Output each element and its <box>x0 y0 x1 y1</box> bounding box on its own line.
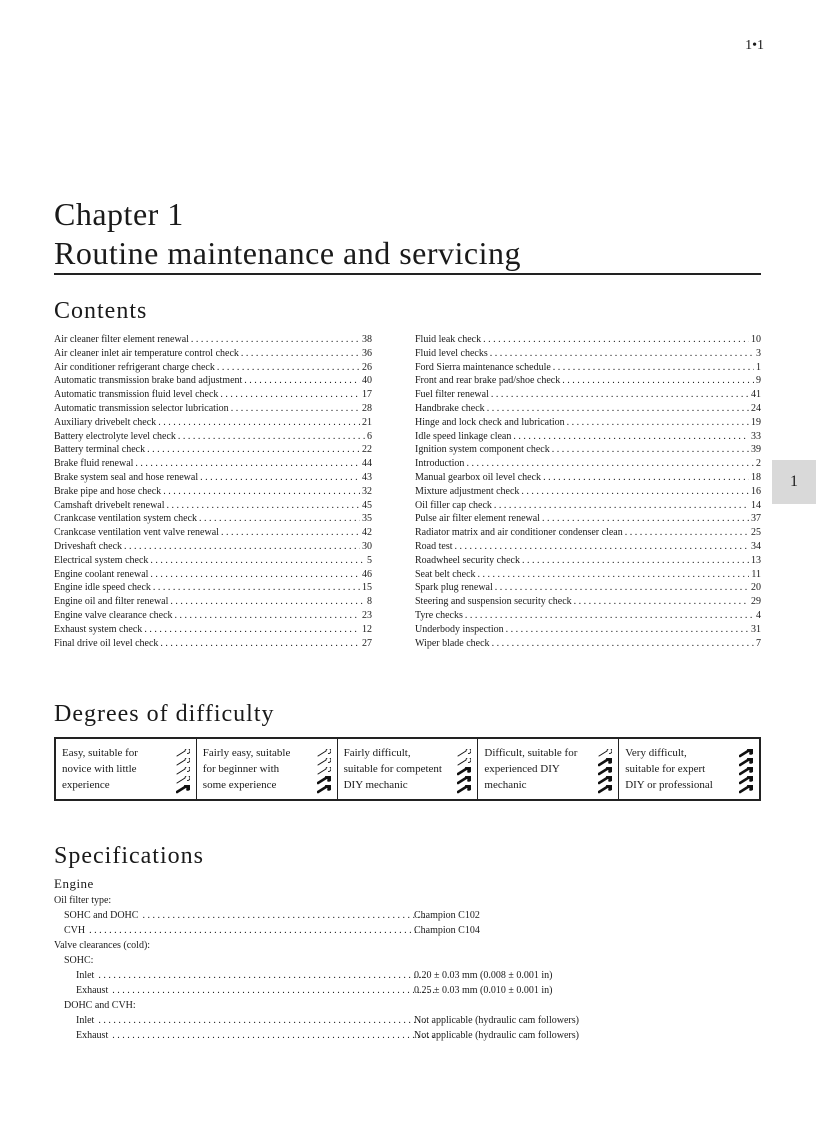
contents-entry <box>415 595 761 609</box>
difficulty-level-5 <box>618 739 759 799</box>
contents-entry <box>54 554 372 568</box>
dot-leader <box>543 471 749 485</box>
contents-entry <box>415 568 761 582</box>
contents-entry-label: Mixture adjustment check <box>415 485 520 497</box>
dot-leader <box>494 499 749 513</box>
dot-leader <box>522 554 749 568</box>
dot-leader <box>153 581 360 595</box>
dot-leader <box>492 637 754 651</box>
difficulty-description <box>203 745 315 793</box>
contents-entry-page: 45 <box>362 499 372 511</box>
contents-entry-label: Seat belt check <box>415 568 476 580</box>
contents-entry-page: 29 <box>751 596 761 608</box>
contents-entry-label: Brake fluid renewal <box>54 458 134 470</box>
contents-entry-page: 46 <box>362 568 372 580</box>
difficulty-description-line: Fairly difficult, <box>343 747 411 759</box>
spec-label-wrap <box>54 968 436 983</box>
contents-entry <box>415 361 761 375</box>
contents-entry-page: 28 <box>362 402 372 414</box>
difficulty-description-line: Difficult, suitable for <box>484 747 578 759</box>
difficulty-description <box>484 745 596 793</box>
contents-entry <box>415 554 761 568</box>
dot-leader <box>124 540 360 554</box>
contents-entry-page: 5 <box>367 554 372 566</box>
contents-entry-label: Fluid level checks <box>415 347 488 359</box>
contents-entry-label: Air cleaner inlet air temperature control check <box>54 347 239 359</box>
contents-entry <box>54 540 372 554</box>
contents-entry-page: 8 <box>367 596 372 608</box>
spec-row <box>54 953 654 968</box>
contents-heading: Contents <box>54 298 148 324</box>
dot-leader <box>89 923 424 938</box>
contents-entry-page: 39 <box>751 444 761 456</box>
dot-leader <box>483 333 749 347</box>
contents-entry-page: 27 <box>362 637 372 649</box>
spec-label: Exhaust <box>76 1030 109 1041</box>
contents-entry-label: Brake pipe and hose check <box>54 485 162 497</box>
spanner-icon <box>176 783 190 792</box>
contents-entry-page: 33 <box>751 430 761 442</box>
dot-leader <box>150 554 365 568</box>
contents-entry-page: 44 <box>362 458 372 470</box>
contents-entry-label: Engine oil and filter renewal <box>54 596 169 608</box>
contents-entry-page: 25 <box>751 527 761 539</box>
spec-label-wrap <box>54 983 436 998</box>
contents-entry-page: 35 <box>362 513 372 525</box>
spec-label-wrap <box>54 938 414 953</box>
spec-label: Exhaust <box>76 985 109 996</box>
contents-entry-page: 24 <box>751 402 761 414</box>
spec-label: SOHC: <box>64 955 94 966</box>
contents-entry-label: Ford Sierra maintenance schedule <box>415 361 551 373</box>
spanner-icon <box>317 756 331 765</box>
spanner-rating-icons <box>596 747 614 791</box>
spanner-icon <box>457 756 471 765</box>
difficulty-description-line: for beginner with <box>202 763 280 775</box>
contents-entry-label: Automatic transmission fluid level check <box>54 389 219 401</box>
contents-entry-label: Air cleaner filter element renewal <box>54 334 189 345</box>
contents-right-column <box>415 333 761 650</box>
contents-entry-page: 12 <box>362 623 372 635</box>
dot-leader <box>490 347 754 361</box>
contents-entry-page: 22 <box>362 444 372 456</box>
contents-entry-page: 13 <box>751 554 761 566</box>
contents-entry-label: Auxiliary drivebelt check <box>54 416 157 428</box>
contents-entry-page: 42 <box>362 527 372 539</box>
contents-entry-page: 3 <box>756 347 761 359</box>
contents-entry-page: 20 <box>751 582 761 594</box>
dot-leader <box>98 1013 436 1028</box>
contents-entry <box>54 568 372 582</box>
dot-leader <box>552 443 749 457</box>
dot-leader <box>455 540 750 554</box>
contents-entry-page: 43 <box>362 471 372 483</box>
difficulty-description <box>625 745 737 793</box>
contents-entry <box>54 637 372 651</box>
spec-row <box>54 1013 654 1028</box>
contents-entry-label: Roadwheel security check <box>415 554 520 566</box>
spec-label-wrap <box>54 998 424 1013</box>
spanner-icon <box>176 747 190 756</box>
specifications-heading: Specifications <box>54 843 204 869</box>
contents-entry <box>415 581 761 595</box>
contents-entry-page: 18 <box>751 471 761 483</box>
contents-entry-page: 14 <box>751 499 761 511</box>
spanner-icon <box>598 747 612 756</box>
contents-entry-page: 9 <box>756 375 761 387</box>
spec-row <box>54 908 654 923</box>
spec-label: Valve clearances (cold): <box>54 940 151 951</box>
dot-leader <box>625 526 749 540</box>
dot-leader <box>178 430 365 444</box>
contents-entry <box>54 623 372 637</box>
contents-entry-label: Fuel filter renewal <box>415 389 489 401</box>
contents-entry <box>415 430 761 444</box>
contents-entry-page: 7 <box>756 637 761 649</box>
spanner-icon <box>457 765 471 774</box>
difficulty-description-line: suitable for expert <box>625 763 706 775</box>
contents-entry-page: 36 <box>362 347 372 359</box>
contents-entry <box>54 347 372 361</box>
contents-entry-label: Pulse air filter element renewal <box>415 513 540 525</box>
dot-leader <box>487 402 749 416</box>
dot-leader <box>170 595 365 609</box>
spec-label-wrap <box>54 1013 436 1028</box>
dot-leader <box>521 485 749 499</box>
dot-leader <box>231 402 360 416</box>
chapter-side-tab: 1 <box>772 460 816 504</box>
contents-entry <box>54 595 372 609</box>
contents-entry-label: Front and rear brake pad/shoe check <box>415 375 561 387</box>
contents-entry-label: Exhaust system check <box>54 623 143 635</box>
dot-leader <box>513 430 749 444</box>
contents-entry <box>415 623 761 637</box>
contents-entry <box>54 430 372 444</box>
difficulty-description-line: mechanic <box>484 779 527 791</box>
dot-leader <box>567 416 749 430</box>
spanner-icon <box>457 774 471 783</box>
difficulty-description-line: experience <box>62 779 110 791</box>
dot-leader <box>542 512 749 526</box>
contents-entry <box>415 347 761 361</box>
difficulty-description-line: novice with little <box>62 763 137 775</box>
contents-entry <box>415 388 761 402</box>
difficulty-heading: Degrees of difficulty <box>54 701 275 727</box>
contents-entry <box>415 485 761 499</box>
contents-entry <box>415 540 761 554</box>
dot-leader <box>160 637 360 651</box>
difficulty-description-line: suitable for competent <box>343 763 442 775</box>
spanner-rating-icons <box>315 747 333 791</box>
contents-entry-page: 34 <box>751 540 761 552</box>
spanner-icon <box>317 765 331 774</box>
contents-entry-page: 6 <box>367 430 372 442</box>
dot-leader <box>495 581 749 595</box>
dot-leader <box>191 333 360 347</box>
spanner-icon <box>598 756 612 765</box>
dot-leader <box>217 361 360 375</box>
contents-entry-label: Air conditioner refrigerant charge check <box>54 361 215 373</box>
specifications-subheading: Engine <box>54 876 94 891</box>
contents-entry-label: Steering and suspension security check <box>415 596 572 608</box>
title-rule <box>54 273 761 275</box>
contents-entry <box>415 512 761 526</box>
contents-entry-label: Fluid leak check <box>415 334 482 345</box>
dot-leader <box>163 485 360 499</box>
contents-entry <box>54 361 372 375</box>
difficulty-description <box>62 745 174 793</box>
page-number: 1•1 <box>745 38 764 53</box>
contents-entry-page: 10 <box>751 334 761 345</box>
contents-entry-page: 11 <box>751 568 761 580</box>
contents-entry <box>54 388 372 402</box>
difficulty-level-3 <box>337 739 478 799</box>
spec-label: SOHC and DOHC <box>64 910 139 921</box>
contents-entry-page: 21 <box>362 416 372 428</box>
contents-entry-label: Introduction <box>415 458 465 470</box>
contents-entry <box>54 581 372 595</box>
spec-row <box>54 938 654 953</box>
contents-entry <box>54 374 372 388</box>
contents-entry-label: Crankcase ventilation vent valve renewal <box>54 527 219 539</box>
dot-leader <box>142 908 424 923</box>
contents-entry-page: 23 <box>362 609 372 621</box>
dot-leader <box>175 609 360 623</box>
difficulty-description <box>344 745 456 793</box>
difficulty-description-line: Fairly easy, suitable <box>202 747 291 759</box>
spec-row <box>54 893 654 908</box>
spanner-icon <box>739 783 753 792</box>
dot-leader <box>466 457 754 471</box>
contents-entry-label: Engine valve clearance check <box>54 609 173 621</box>
spec-row <box>54 968 654 983</box>
specifications-list <box>54 893 654 1043</box>
spanner-icon <box>739 756 753 765</box>
spanner-icon <box>317 783 331 792</box>
spec-label: DOHC and CVH: <box>64 1000 136 1011</box>
contents-entry-label: Tyre checks <box>415 609 463 621</box>
contents-entry <box>415 374 761 388</box>
contents-entry <box>415 443 761 457</box>
dot-leader <box>491 388 749 402</box>
dot-leader <box>220 388 360 402</box>
dot-leader <box>199 512 360 526</box>
contents-entry-page: 19 <box>751 416 761 428</box>
contents-entry-label: Wiper blade check <box>415 637 490 649</box>
contents-entry <box>415 637 761 651</box>
spec-label: Inlet <box>76 970 95 981</box>
contents-entry-label: Idle speed linkage clean <box>415 430 512 442</box>
contents-entry <box>415 526 761 540</box>
contents-entry-page: 15 <box>362 582 372 594</box>
difficulty-level-2 <box>196 739 337 799</box>
dot-leader <box>562 374 754 388</box>
spanner-icon <box>457 747 471 756</box>
spanner-icon <box>176 765 190 774</box>
contents-entry <box>415 416 761 430</box>
dot-leader <box>478 568 750 582</box>
spec-value: Not applicable (hydraulic cam followers) <box>414 1030 579 1041</box>
spanner-icon <box>317 774 331 783</box>
contents-entry-page: 32 <box>362 485 372 497</box>
contents-entry-label: Camshaft drivebelt renewal <box>54 499 165 511</box>
contents-entry-page: 40 <box>362 375 372 387</box>
contents-entry-label: Electrical system check <box>54 554 149 566</box>
dot-leader <box>244 374 360 388</box>
contents-entry-label: Crankcase ventilation system check <box>54 513 198 525</box>
spec-row <box>54 998 654 1013</box>
chapter-subject: Routine maintenance and servicing <box>54 235 522 271</box>
difficulty-description-line: some experience <box>202 779 277 791</box>
contents-entry-label: Battery electrolyte level check <box>54 430 176 442</box>
dot-leader <box>112 1028 436 1043</box>
spec-row <box>54 923 654 938</box>
spec-label-wrap <box>54 1028 436 1043</box>
contents-entry-label: Automatic transmission brake band adjustment <box>54 375 243 387</box>
contents-entry <box>54 471 372 485</box>
spec-label: Inlet <box>76 1015 95 1026</box>
contents-entry-page: 1 <box>756 361 761 373</box>
spec-label-wrap <box>54 893 414 908</box>
spanner-icon <box>598 774 612 783</box>
contents-entry-label: Driveshaft check <box>54 540 123 552</box>
contents-entry-page: 30 <box>362 540 372 552</box>
difficulty-description-line: Easy, suitable for <box>62 747 138 759</box>
spec-value: Not applicable (hydraulic cam followers) <box>414 1015 579 1026</box>
spanner-icon <box>739 774 753 783</box>
spanner-icon <box>457 783 471 792</box>
dot-leader <box>241 347 360 361</box>
contents-entry <box>54 609 372 623</box>
spanner-rating-icons <box>737 747 755 791</box>
contents-entry-label: Final drive oil level check <box>54 637 159 649</box>
contents-entry-label: Road test <box>415 540 453 552</box>
contents-entry <box>54 499 372 513</box>
spanner-rating-icons <box>455 747 473 791</box>
contents-entry-label: Ignition system component check <box>415 444 550 456</box>
contents-entry-label: Radiator matrix and air conditioner condenser clean <box>415 527 623 539</box>
spec-label: CVH <box>64 925 86 936</box>
spec-value: Champion C102 <box>414 910 480 921</box>
contents-entry <box>415 402 761 416</box>
contents-entry <box>415 609 761 623</box>
contents-entry <box>54 333 372 347</box>
spec-label-wrap <box>54 908 424 923</box>
difficulty-level-1 <box>56 739 196 799</box>
dot-leader <box>144 623 360 637</box>
dot-leader <box>221 526 360 540</box>
dot-leader <box>112 983 436 998</box>
contents-entry <box>54 402 372 416</box>
contents-entry-page: 31 <box>751 623 761 635</box>
difficulty-description-line: DIY mechanic <box>343 779 408 791</box>
contents-entry <box>54 443 372 457</box>
contents-entry-label: Engine idle speed check <box>54 582 151 594</box>
spanner-rating-icons <box>174 747 192 791</box>
contents-entry <box>54 485 372 499</box>
dot-leader <box>574 595 749 609</box>
difficulty-level-4 <box>477 739 618 799</box>
contents-entry <box>54 457 372 471</box>
dot-leader <box>158 416 360 430</box>
spec-value: 0.20 ± 0.03 mm (0.008 ± 0.001 in) <box>414 970 553 981</box>
contents-entry <box>415 457 761 471</box>
spanner-icon <box>176 774 190 783</box>
contents-entry-label: Manual gearbox oil level check <box>415 471 542 483</box>
contents-entry-label: Hinge and lock check and lubrication <box>415 416 565 428</box>
contents-entry-label: Battery terminal check <box>54 444 146 456</box>
contents-entry-label: Engine coolant renewal <box>54 568 149 580</box>
dot-leader <box>553 361 754 375</box>
contents-entry-label: Oil filler cap check <box>415 499 492 511</box>
contents-entry-label: Underbody inspection <box>415 623 504 635</box>
contents-left-column <box>54 333 372 650</box>
spanner-icon <box>317 747 331 756</box>
difficulty-table <box>54 737 761 801</box>
spec-row <box>54 983 654 998</box>
spanner-icon <box>739 765 753 774</box>
dot-leader <box>98 968 436 983</box>
spec-label-wrap <box>54 923 424 938</box>
contents-entry-page: 16 <box>751 485 761 497</box>
contents-entry <box>54 512 372 526</box>
contents-entry <box>54 526 372 540</box>
contents-entry <box>54 416 372 430</box>
spanner-icon <box>598 783 612 792</box>
difficulty-description-line: Very difficult, <box>625 747 687 759</box>
dot-leader <box>506 623 749 637</box>
dot-leader <box>135 457 360 471</box>
difficulty-description-line: experienced DIY <box>484 763 560 775</box>
dot-leader <box>200 471 360 485</box>
contents-entry-page: 38 <box>362 334 372 345</box>
spec-label: Oil filter type: <box>54 895 112 906</box>
spanner-icon <box>739 747 753 756</box>
dot-leader <box>167 499 360 513</box>
contents-entry-label: Automatic transmission selector lubrication <box>54 402 229 414</box>
contents-entry <box>415 499 761 513</box>
spanner-icon <box>598 765 612 774</box>
contents-entry-label: Handbrake check <box>415 402 485 414</box>
contents-entry <box>415 333 761 347</box>
contents-entry-page: 17 <box>362 389 372 401</box>
dot-leader <box>147 443 360 457</box>
chapter-number: Chapter 1 <box>54 196 184 232</box>
contents-entry-label: Spark plug renewal <box>415 582 493 594</box>
spec-row <box>54 1028 654 1043</box>
spec-value: 0.25 ± 0.03 mm (0.010 ± 0.001 in) <box>414 985 553 996</box>
contents-entry-page: 41 <box>751 389 761 401</box>
contents-entry <box>415 471 761 485</box>
contents-entry-label: Brake system seal and hose renewal <box>54 471 199 483</box>
spec-label-wrap <box>54 953 424 968</box>
spec-value: Champion C104 <box>414 925 480 936</box>
chapter-title <box>54 195 521 273</box>
contents-entry-page: 2 <box>756 458 761 470</box>
dot-leader <box>150 568 360 582</box>
dot-leader <box>465 609 754 623</box>
contents-entry-page: 37 <box>751 513 761 525</box>
contents-entry-page: 26 <box>362 361 372 373</box>
spanner-icon <box>176 756 190 765</box>
difficulty-description-line: DIY or professional <box>625 779 713 791</box>
contents-entry-page: 4 <box>756 609 761 621</box>
